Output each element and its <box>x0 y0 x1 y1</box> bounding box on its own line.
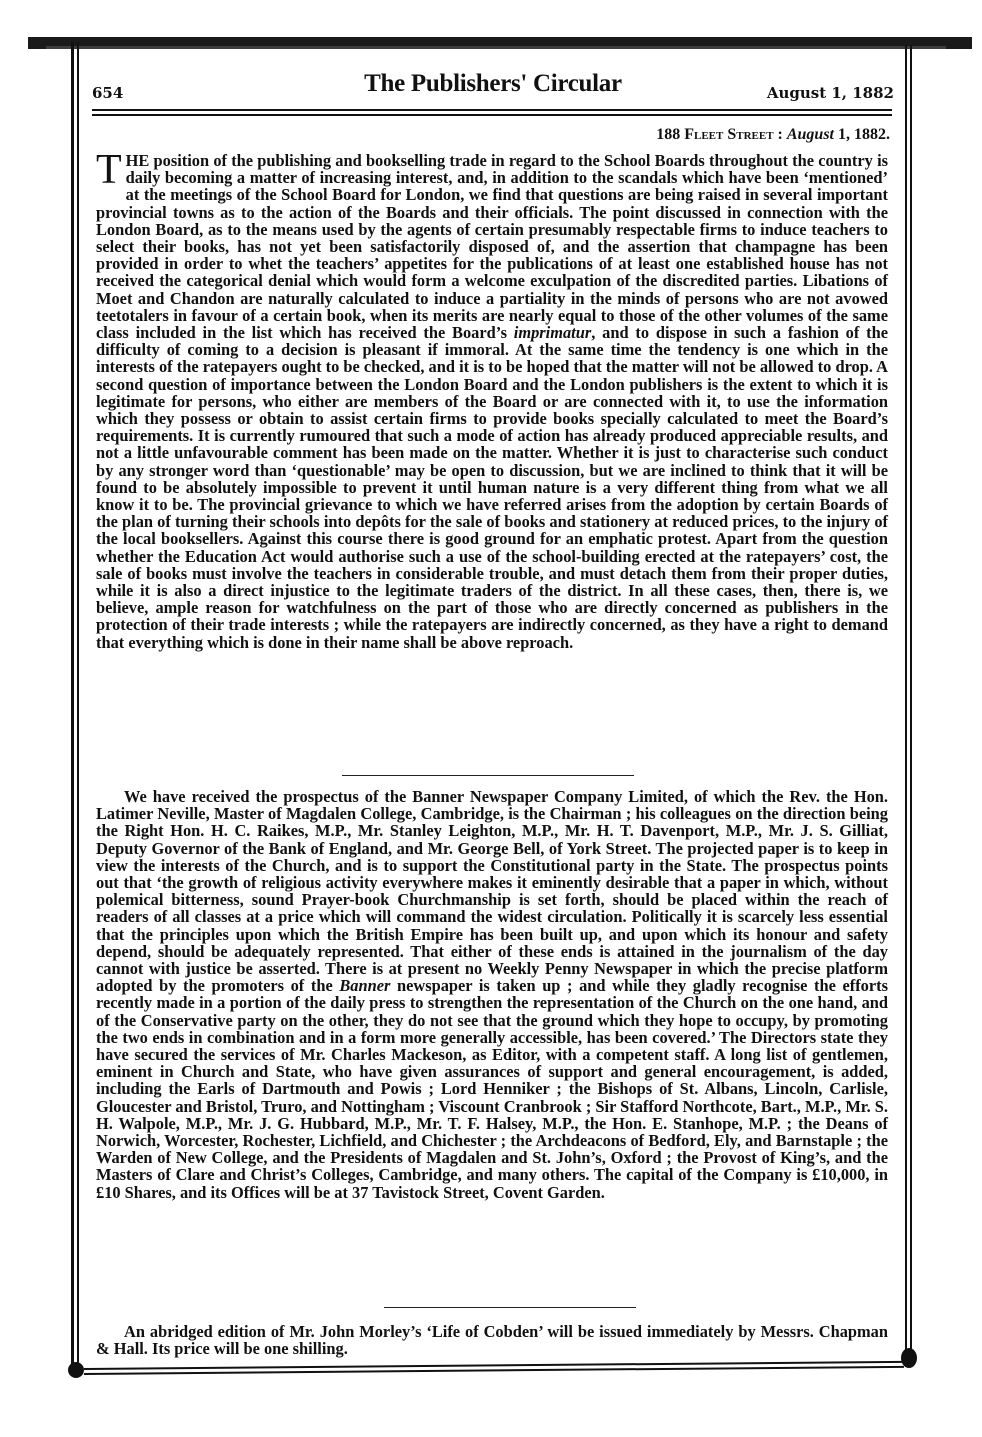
article-text: , and to dispose in such a fashion of the difficulty of coming to a decision is pleasant if immoral. At the same time the tendency is one which in the interests of the ratepayers ought to be checked, and it is to be hoped that the matter will not be allowed to drop. A second question of importance between the London Board and the London publishers is the extent to which it is legitimate for persons, who either are members of the Board or are connected with it, to use the information which they possess or obtain to assist certain firms to provide books specially calculated to meet the Board’s requirements. It is currently rumoured that such a mode of action has already produced appreciable results, and not a little unfavourable comment has been made on the matter. Whether it is just to characterise such conduct by any stronger word than ‘questionable’ may be open to discussion, but we are inclined to think that it will be found to be absolutely impossible to prevent it until human nature is a very different thing from what we all know it to be. The provincial grievance to which we have referred arises from the adoption by certain Boards of the plan of turning their schools into depôts for the sale of books and stationery at reduced prices, to the injury of the local booksellers. Against this course there is good ground for an emphatic protest. Apart from the question whether the Education Act would authorise such a use of the school-building erected at the ratepayers’ cost, the sale of books must involve the teachers in considerable trouble, and must detach them from their proper duties, while it is also a direct injustice to the legitimate traders of the district. In all these cases, then, there is, we believe, ample reason for watchfulness on the part of those who are directly concerned as publishers in the protection of their trade interests ; while the ratepayers are indirectly concerned, as they have a right to demand that everything which is done in their name shall be above reproach. <box>96 323 888 652</box>
article-text: We have received the prospectus of the Banner Newspaper Company Limited, of which the Rev. the Hon. Latimer Neville, Master of Magdalen College, Cambridge, is the Chairman ; his colleagues on the direction being the Right Hon. H. C. Raikes, M.P., Mr. Stanley Leighton, M.P., Mr. H. T. Davenport, M.P., Mr. J. S. Gilliat, Deputy Governor of the Bank of England, and Mr. George Bell, of York Street. The projected paper is to keep in view the interests of the Church, and is to support the Constitutional party in the State. The prospectus points out that ‘the growth of religious activity everywhere makes it eminently desirable that a paper in which, without polemical bitterness, sound Prayer-book Churchmanship is set forth, should be placed within the reach of readers of all classes at a price which will command the widest circulation. Politically it is scarcely less essential that the principles upon which the British Empire has been built up, and upon which its honour and safety depend, should be adequately represented. That either of these ends is attained in the journalism of the day cannot with justice be asserted. There is at present no Weekly Penny Newspaper in which the precise platform adopted by the promoters of the <box>96 787 888 996</box>
dateline-separator: : <box>773 126 787 143</box>
journal-title: The Publishers' Circular <box>364 70 622 97</box>
corner-ornament-icon <box>68 1362 84 1378</box>
frame-right-border-inner <box>905 45 907 1367</box>
frame-right-border-outer <box>910 45 912 1365</box>
frame-top-inner-border <box>46 46 946 49</box>
page-number: 654 <box>92 84 124 102</box>
article-italic: imprimatur <box>513 323 592 343</box>
article-life-of-cobden <box>96 1323 888 1357</box>
header-rule <box>92 114 892 116</box>
issue-date: August 1, 1882 <box>766 84 894 102</box>
article-text: HE position of the publishing and bookselling trade in regard to the School Boards throughout the country is daily becoming a matter of increasing interest, and, in addition to the scandals which have been ‘mentioned’ at the meetings of the School Board for London, we find that questions are being raised in several important provincial towns as to the action of the Boards and their officials. The point discussed in connection with the London Board, as to the means used by the agents of certain presumably respectable firms to induce teachers to select their books, has not yet been satisfactorily disposed of, and the assertion that champagne has been provided in order to whet the teachers’ appetites for the publications of at least one established house has not received the categorical denial which would form a welcome exculpation of the discredited parties. Libations of Moet and Chandon are naturally calculated to induce a partiality in the minds of persons who are not avowed teetotalers in favour of a certain book, when its merits are nearly equal to those of the other volumes of the same class included in the list which has received the Board’s <box>96 151 888 343</box>
corner-ornament-icon <box>901 1348 917 1368</box>
frame-left-border-inner <box>77 42 79 1372</box>
running-header <box>92 70 894 110</box>
frame-left-border-outer <box>71 42 74 1372</box>
dateline <box>656 126 890 144</box>
section-divider <box>384 1307 636 1308</box>
dateline-place: 188 Fleet Street <box>656 126 774 143</box>
drop-cap: T <box>96 147 122 193</box>
article-school-boards <box>96 147 888 652</box>
article-text: An abridged edition of Mr. John Morley’s ‘Life of Cobden’ will be issued immediately by Messrs. Chapman & Hall. Its price will be one shilling. <box>96 1322 888 1359</box>
dateline-date: 1, 1882. <box>834 126 890 143</box>
article-banner-newspaper <box>96 788 888 1201</box>
section-divider <box>342 775 634 776</box>
article-italic: Banner <box>339 976 391 996</box>
header-rule <box>92 109 892 111</box>
article-text: newspaper is taken up ; and while they gladly recognise the efforts recently made in a portion of the daily press to strengthen the representation of the Church on the one hand, and of the Conservative party on the other, they do not see that the ground which they hope to occupy, by promoting the two ends in combination and in a form more generally accessible, has been covered.’ The Directors state they have secured the services of Mr. Charles Mackeson, as Editor, with a competent staff. A long list of gentlemen, eminent in Church and State, who have given assurances of support and general encouragement, is added, including the Earls of Dartmouth and Powis ; Lord Henniker ; the Bishops of St. Albans, Lincoln, Carlisle, Gloucester and Bristol, Truro, and Nottingham ; Viscount Cranbrook ; Sir Stafford Northcote, Bart., M.P., Mr. S. H. Walpole, M.P., Mr. J. G. Hubbard, M.P., Mr. T. F. Halsey, M.P., the Hon. E. Stanhope, M.P. ; the Deans of Norwich, Worcester, Rochester, Lichfield, and Chichester ; the Archdeacons of Bedford, Ely, and Barnstaple ; the Warden of New College, and the Presidents of Magdalen and St. John’s, Oxford ; the Provost of King’s, and the Masters of Clare and Christ’s Colleges, Cambridge, and many others. The capital of the Company is £10,000, in £10 Shares, and its Offices will be at 37 Tavistock Street, Covent Garden. <box>96 976 888 1202</box>
dateline-month: August <box>786 126 834 143</box>
